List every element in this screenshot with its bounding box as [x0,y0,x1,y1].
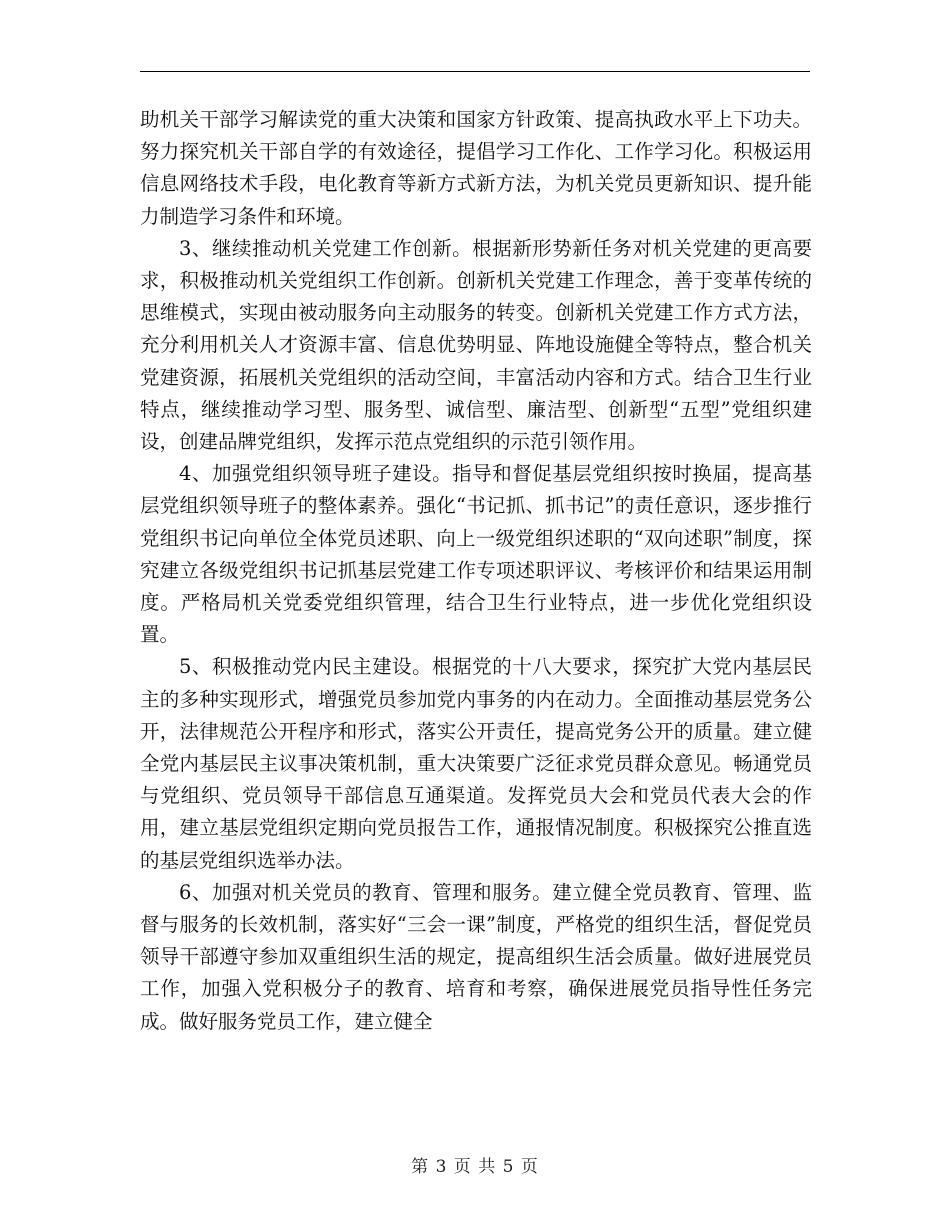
page-footer [0,1152,950,1177]
footer-current-page: 3 [435,1157,448,1177]
paragraph-item-3: 3、继续推动机关党建工作创新。根据新形势新任务对机关党建的更高要求，积极推动机关党组织工作创新。创新机关党建工作理念，善于变革传统的思维模式，实现由被动服务向主动服务的转变。创新机关党建工作方式方法，充分利用机关人才资源丰富、信息优势明显、阵地设施健全等特点，整合机关党建资源，拓展机关党组织的活动空间，丰富活动内容和方式。结合卫生行业特点，继续推动学习型、服务型、诚信型、廉洁型、创新型“五型”党组织建设，创建品牌党组织，发挥示范点党组织的示范引领作用。 [140,236,812,454]
footer-total-word: 共 [478,1157,497,1177]
paragraph-item-4: 4、加强党组织领导班子建设。指导和督促基层党组织按时换届，提高基层党组织领导班子的整体素养。强化“书记抓、抓书记”的责任意识，逐步推行党组织书记向单位全体党员述职、向上一级党组织述职的“双向述职”制度，探究建立各级党组织书记抓基层党建工作专项述职评议、考核评价和结果运用制度。严格局机关党委党组织管理，结合卫生行业特点，进一步优化党组织设置。 [140,462,812,647]
body-text [140,104,812,1038]
footer-prefix: 第 [411,1157,430,1177]
paragraph-item-5: 5、积极推动党内民主建设。根据党的十八大要求，探究扩大党内基层民主的多种实现形式，增强党员参加党内事务的内在动力。全面推动基层党务公开，法律规范公开程序和形式，落实公开责任，提高党务公开的质量。建立健全党内基层民主议事决策机制，重大决策要广泛征求党员群众意见。畅通党员与党组织、党员领导干部信息互通渠道。发挥党员大会和党员代表大会的作用，建立基层党组织定期向党员报告工作，通报情况制度。积极探究公推直选的基层党组织选举办法。 [140,655,812,872]
paragraph-continuation: 助机关干部学习解读党的重大决策和国家方针政策、提高执政水平上下功夫。努力探究机关干部自学的有效途径，提倡学习工作化、工作学习化。积极运用信息网络技术手段，电化教育等新方式新方法，为机关党员更新知识、提升能力制造学习条件和环境。 [140,108,812,228]
footer-page-word: 页 [453,1157,472,1177]
footer-total-pages: 5 [502,1157,515,1177]
footer-suffix: 页 [520,1157,539,1177]
header-rule [140,71,810,72]
paragraph-item-6: 6、加强对机关党员的教育、管理和服务。建立健全党员教育、管理、监督与服务的长效机制，落实好“三会一课”制度，严格党的组织生活，督促党员领导干部遵守参加双重组织生活的规定，提高组织生活会质量。做好进展党员工作，加强入党积极分子的教育、培育和考察，确保进展党员指导性任务完成。做好服务党员工作，建立健全 [140,880,812,1033]
